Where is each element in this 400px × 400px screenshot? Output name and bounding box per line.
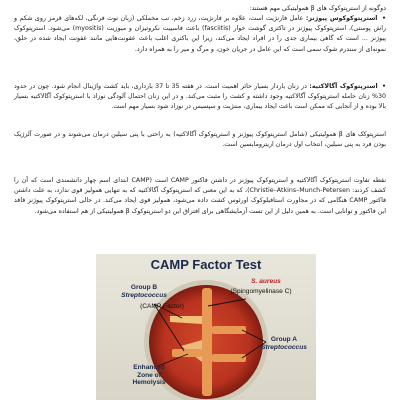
group-b-streak-lower bbox=[172, 349, 202, 357]
bullet-body-agalactiae: در زنان باردار بسیار حائز اهمیت است. در هفته 35 تا 37 بارداری، باید کشت واژینال انجام شود. چون در حدود 30% زنان حامله استرپتوکوک آگالاکتیه وجود داشته و کشت را مثبت می‌کند. و در این زنان احتمال آلودگی نوزاد با استرپتوکوک آگالاکتیه بسیار بالا بوده و از آنجایی که ممکن است باعث ایجاد بیماری، مننژیت و سپسیس در نوزاد شود بسیار مهم است. bbox=[14, 83, 386, 111]
group-b-label-block bbox=[104, 284, 184, 299]
enhanced-label-line2: Zone of bbox=[137, 371, 161, 379]
bullet-icon: • bbox=[381, 83, 386, 90]
paragraph-treatment-text: استرپتوکک های β همولیتیکی (شامل استرپتوکوک پیوژنز و استرپتوکوک آگالاکتیه) به راحتی با پنی سیلین درمان می‌شوند و در صورت آلرژیک بودن فرد به پنی سیلین، انتخاب اول درمان اریترومایسین است. bbox=[14, 131, 386, 149]
spingomyelinase-label: (Spingomyelinase C) bbox=[230, 288, 292, 295]
intro-text: دوگونه از استرپتوکوک های β همولیتیکی مهم هستند: bbox=[249, 5, 386, 12]
group-a-label: Group A bbox=[270, 336, 298, 343]
group-a-species: Streptococcus bbox=[261, 343, 307, 351]
paragraph-treatment bbox=[14, 130, 386, 150]
camp-test-figure bbox=[96, 254, 316, 400]
enhanced-zone-label-block bbox=[114, 364, 184, 387]
enhanced-label-line3: Hemolysis bbox=[132, 379, 166, 387]
enhanced-label-line1: Enhanced bbox=[133, 364, 165, 371]
group-b-label: Group B bbox=[130, 284, 158, 291]
bullet-paragraph-agalactiae bbox=[14, 82, 386, 113]
s-aureus-label: S. aureus bbox=[251, 278, 281, 285]
intro-line bbox=[14, 4, 386, 14]
camp-factor-label: (CAMP Factor) bbox=[140, 303, 184, 310]
group-a-label-block bbox=[254, 336, 314, 351]
figure-title: CAMP Factor Test bbox=[150, 257, 262, 272]
group-a-streak-upper bbox=[212, 326, 246, 334]
paragraph-camp bbox=[14, 176, 386, 217]
group-b-species: Streptococcus bbox=[121, 291, 167, 299]
paragraph-camp-text: نقطه تفاوت استرپتوکوک آگالاکتیه و استرپتوکوک پیوژنز در داشتن فاکتور CAMP است (CAMP ابتدای اسم چهار دانشمندی است که آن را کشف کردند: Christie–Atkins–Munch-Petersen)، که به این معنی که استرپتوکوک آگالاکتیه که به تنهایی همولیز قوی ندارد، به علت داشتن فاکتور CAMP هنگامی که در مجاورت استافیلوکوک اورئوس کشت داده می‌شود، همولیز قوی ایجاد می‌کند. در حالی استرپتوکوک پیوژنز فاقد این فاکتور و توانایی است. به همین دلیل از این تست آزمایشگاهی برای افتراق این دو استرپتوکوک β همولیتیکی از هم استفاده می‌شود. bbox=[14, 177, 387, 215]
s-aureus-streak bbox=[202, 288, 212, 396]
bullet-body-pyogenes: عامل فارنژیت است، علاوه بر فارنژیت، زرد زخم، تب مخملکی (زبان توت فرنگی، لکه‌های قرمز روی شکم و راش پوستی)، استرپتوکوک پیوژنز در تاکثری گوشت خوار (fasciitis) باعث فاسییت نکروتیزان و میوزیت (myositis) می‌شود. استرپتوکوک پیوژنز ... است که گاهی بیماری جدی را در افراد ایجاد می‌کند، زیرا این باکتری اغلب باعث عفونت‌هایی مانند عفونت ایجاد شده در حلق، نمونه‌ای از سندرم شوک سمی است که این عامل در جریان خون، و مرگ و میر را به همراه دارد. bbox=[14, 15, 387, 53]
bullet-paragraph-pyogenes bbox=[14, 14, 386, 55]
bullet-icon: • bbox=[381, 15, 386, 22]
bullet-title-pyogenes: استرپتوکوکوس پیوژنز: bbox=[305, 15, 378, 22]
bullet-title-agalactiae: استرپتوکوک آگالاکتیه: bbox=[309, 83, 378, 90]
group-a-streak-lower bbox=[212, 354, 246, 362]
